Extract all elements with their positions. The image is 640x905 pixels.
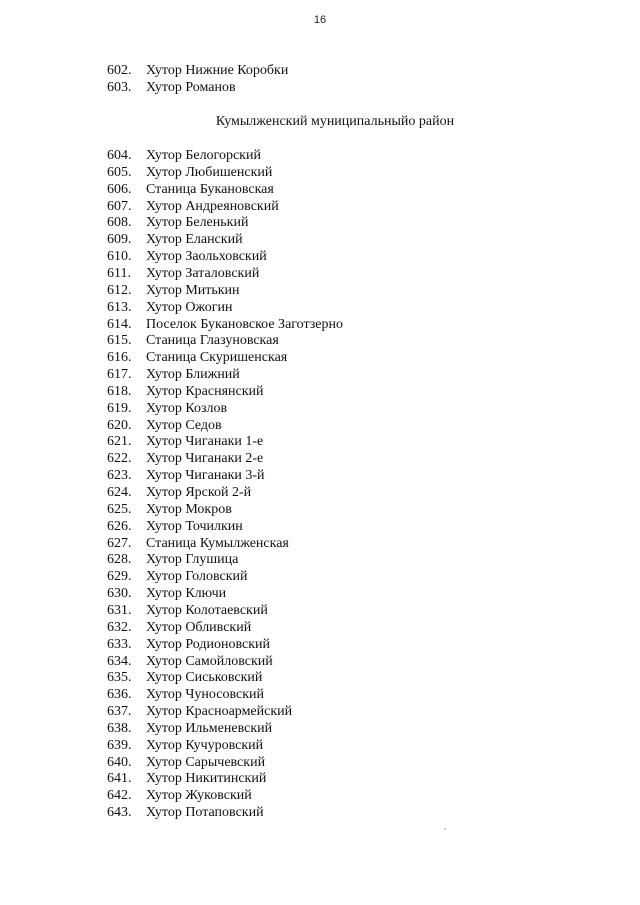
- item-name: Хутор Никитинский: [146, 771, 267, 786]
- item-name: Хутор Ильменевский: [146, 721, 273, 736]
- item-number: 638.: [107, 721, 132, 736]
- item-number: 636.: [107, 687, 132, 702]
- item-name: Хутор Колотаевский: [146, 603, 268, 618]
- item-number: 605.: [107, 165, 132, 180]
- item-number: 640.: [107, 755, 132, 770]
- item-name: Хутор Потаповский: [146, 805, 264, 820]
- item-number: 618.: [107, 384, 132, 399]
- item-number: 623.: [107, 468, 132, 483]
- item-name: Хутор Нижние Коробки: [146, 63, 289, 78]
- item-number: 608.: [107, 215, 132, 230]
- item-number: 612.: [107, 283, 132, 298]
- item-number: 617.: [107, 367, 132, 382]
- item-name: Хутор Сиськовский: [146, 670, 263, 685]
- item-name: Хутор Жуковский: [146, 788, 252, 803]
- item-number: 615.: [107, 333, 132, 348]
- item-number: 602.: [107, 63, 132, 78]
- section-title: Кумылженский муниципальныйо район: [215, 114, 455, 129]
- item-name: Хутор Еланский: [146, 232, 243, 247]
- item-name: Станица Скуришенская: [146, 350, 288, 365]
- item-number: 642.: [107, 788, 132, 803]
- item-name: Хутор Чиганаки 2-е: [146, 451, 264, 466]
- item-number: 606.: [107, 182, 132, 197]
- item-number: 621.: [107, 434, 132, 449]
- item-number: 639.: [107, 738, 132, 753]
- item-name: Хутор Ярской 2-й: [146, 485, 252, 500]
- item-name: Хутор Ближний: [146, 367, 240, 382]
- item-name: Хутор Беленький: [146, 215, 249, 230]
- item-number: 643.: [107, 805, 132, 820]
- item-name: Хутор Сарычевский: [146, 755, 266, 770]
- item-name: Хутор Головский: [146, 569, 248, 584]
- item-name: Хутор Мокров: [146, 502, 232, 517]
- item-name: Хутор Белогорский: [146, 148, 261, 163]
- item-number: 634.: [107, 654, 132, 669]
- item-number: 622.: [107, 451, 132, 466]
- item-number: 625.: [107, 502, 132, 517]
- item-name: Хутор Красноармейский: [146, 704, 293, 719]
- item-number: 631.: [107, 603, 132, 618]
- scan-speck: [444, 828, 446, 830]
- item-name: Хутор Краснянский: [146, 384, 264, 399]
- item-number: 609.: [107, 232, 132, 247]
- item-number: 603.: [107, 80, 132, 95]
- item-name: Хутор Любишенский: [146, 165, 273, 180]
- item-number: 635.: [107, 670, 132, 685]
- item-name: Хутор Ожогин: [146, 300, 233, 315]
- item-number: 611.: [107, 266, 131, 281]
- item-name: Хутор Самойловский: [146, 654, 273, 669]
- item-number: 614.: [107, 317, 132, 332]
- item-number: 616.: [107, 350, 132, 365]
- item-number: 641.: [107, 771, 132, 786]
- item-name: Хутор Обливский: [146, 620, 252, 635]
- item-number: 637.: [107, 704, 132, 719]
- item-name: Хутор Седов: [146, 418, 222, 433]
- item-number: 613.: [107, 300, 132, 315]
- item-number: 632.: [107, 620, 132, 635]
- item-name: Хутор Заталовский: [146, 266, 260, 281]
- item-name: Станица Кумылженская: [146, 536, 289, 551]
- item-number: 620.: [107, 418, 132, 433]
- item-number: 629.: [107, 569, 132, 584]
- item-number: 619.: [107, 401, 132, 416]
- item-name: Хутор Заольховский: [146, 249, 267, 264]
- item-number: 630.: [107, 586, 132, 601]
- item-name: Хутор Митькин: [146, 283, 240, 298]
- item-number: 610.: [107, 249, 132, 264]
- item-name: Станица Букановская: [146, 182, 274, 197]
- item-name: Станица Глазуновская: [146, 333, 279, 348]
- item-name: Хутор Точилкин: [146, 519, 243, 534]
- item-name: Хутор Ключи: [146, 586, 227, 601]
- item-number: 633.: [107, 637, 132, 652]
- item-name: Хутор Чиганаки 1-е: [146, 434, 264, 449]
- item-name: Хутор Козлов: [146, 401, 228, 416]
- item-name: Хутор Глушица: [146, 552, 239, 567]
- item-number: 628.: [107, 552, 132, 567]
- item-number: 627.: [107, 536, 132, 551]
- item-name: Хутор Кучуровский: [146, 738, 264, 753]
- item-name: Хутор Романов: [146, 80, 236, 95]
- item-number: 607.: [107, 199, 132, 214]
- page-number: 16: [313, 14, 327, 26]
- item-name: Хутор Чиганаки 3-й: [146, 468, 265, 483]
- item-number: 604.: [107, 148, 132, 163]
- item-name: Хутор Андреяновский: [146, 199, 279, 214]
- item-name: Хутор Чуносовский: [146, 687, 264, 702]
- item-number: 624.: [107, 485, 132, 500]
- item-number: 626.: [107, 519, 132, 534]
- item-name: Хутор Родионовский: [146, 637, 270, 652]
- item-name: Поселок Букановское Заготзерно: [146, 317, 344, 332]
